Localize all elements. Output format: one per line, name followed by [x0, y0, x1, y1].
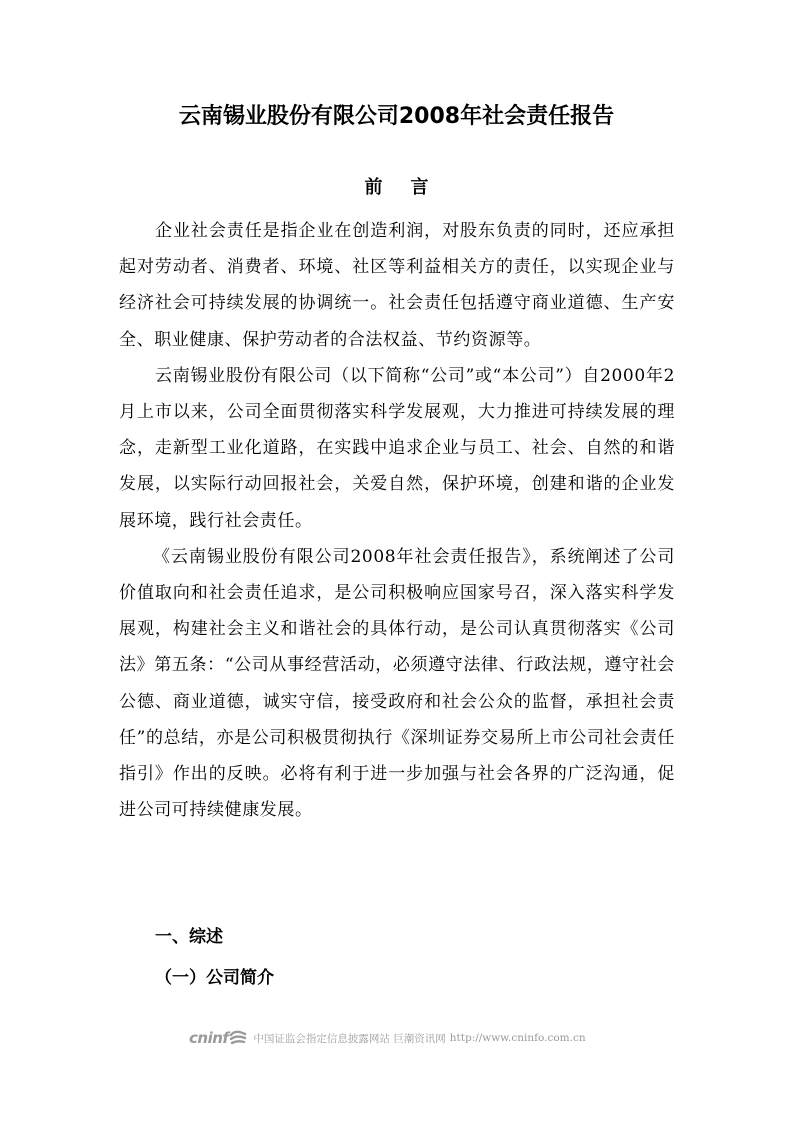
document-title: 云南锡业股份有限公司2008年社会责任报告 — [178, 104, 615, 129]
subsection-heading-company-profile: （一）公司简介 — [155, 968, 274, 988]
cninfo-logo — [189, 1029, 247, 1047]
cninfo-wave-icon — [229, 1030, 247, 1046]
footer-site-text: 中国证监会指定信息披露网站 巨潮资讯网 — [253, 1032, 446, 1045]
paragraph-1: 企业社会责任是指企业在创造利润，对股东负责的同时，还应承担起对劳动者、消费者、环境、社区等利益相关方的责任，以实现企业与经济社会可持续发展的协调统一。社会责任包括遵守商业道德、生产安全、职业健康、保护劳动者的合法权益、节约资源等。 — [119, 221, 675, 350]
preface-heading: 前言 — [364, 177, 457, 198]
footer-url-link[interactable]: http://www.cninfo.com.cn — [449, 1032, 586, 1044]
page-footer — [189, 1027, 586, 1049]
preface-body — [119, 213, 675, 828]
section-heading-overview: 一、综述 — [155, 927, 223, 947]
logo-text: cninf — [189, 1029, 229, 1047]
paragraph-3: 《云南锡业股份有限公司2008年社会责任报告》，系统阐述了公司价值取向和社会责任追求，是公司积极响应国家号召，深入落实科学发展观，构建社会主义和谐社会的具体行动，是公司认真贯彻落实《公司法》第五条：“公司从事经营活动，必须遵守法律、行政法规，遵守社会公德、商业道德，诚实守信，接受政府和社会公众的监督，承担社会责任”的总结，亦是公司积极贯彻执行《深圳证券交易所上市公司社会责任指引》作出的反映。必将有利于进一步加强与社会各界的广泛沟通，促进公司可持续健康发展。 — [119, 546, 675, 821]
paragraph-2: 云南锡业股份有限公司（以下简称“公司”或“本公司”）自2000年2月上市以来，公司全面贯彻落实科学发展观，大力推进可持续发展的理念，走新型工业化道路，在实践中追求企业与员工、社会、自然的和谐发展，以实际行动回报社会，关爱自然，保护环境，创建和谐的企业发展环境，践行社会责任。 — [119, 365, 675, 531]
